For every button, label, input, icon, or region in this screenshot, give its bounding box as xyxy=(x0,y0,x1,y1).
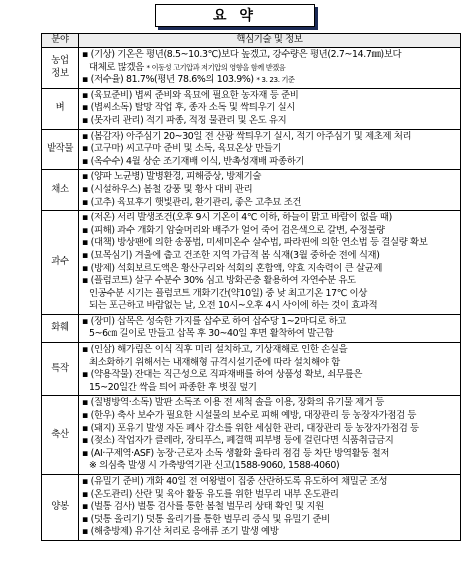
content-line xyxy=(82,90,458,103)
line-text: ▪ (온도관리) 산란 및 육아 활동 유도를 위한 벌무리 내부 온도관리 xyxy=(82,488,339,500)
line-text: ▪ (시설하우스) 봄철 강풍 및 황사 대비 관리 xyxy=(82,183,253,195)
content-line xyxy=(82,316,458,329)
line-text: 인공수분 시기는 플럼코트 개화기간(약10일) 중 낮 최고기온 17℃ 이상 xyxy=(89,287,367,299)
line-text: ▪ (벌통 검사) 벌통 검사를 통한 봄철 벌무리 상태 확인 및 지원 xyxy=(82,501,324,513)
line-text: ▪ (인삼) 해가림은 이식 직후 미리 설치하고, 기상재해로 인한 손실을 xyxy=(82,344,348,356)
section-category xyxy=(42,88,79,129)
section-content xyxy=(79,475,461,541)
table-header-row xyxy=(42,34,461,48)
category-label: 정보 xyxy=(51,67,69,79)
content-line xyxy=(82,74,458,87)
line-text: ▪ (플럼코트) 살구 수분수 30% 심고 방화곤충 활용하여 자연수분 유도 xyxy=(82,275,356,287)
line-text: ▪ (질병방역·소독) 발판 소독조 이용 전 세척 솔을 이용, 장화의 유기물 제거 등 xyxy=(82,397,384,409)
category-label: 밭작물 xyxy=(46,143,74,155)
content-line xyxy=(82,288,458,301)
line-text: ▪ (약용작물) 잔대는 직근성으로 직파재배를 하여 상품성 확보, 쇠무릎은 xyxy=(82,369,363,381)
line-text: 되는 포근하고 바람없는 날, 오전 10시~오후 4시 사이에 하는 것이 효과적 xyxy=(89,300,378,312)
line-text: ▪ (양파 노균병) 발병환경, 피해증상, 방제기술 xyxy=(82,171,262,183)
content-line xyxy=(82,250,458,263)
section-category xyxy=(42,314,79,342)
line-text: ▪ (덧통 올리기) 덧통 올리기를 통한 벌무리 증식 및 유밀기 준비 xyxy=(82,513,330,525)
section-content xyxy=(79,170,461,211)
line-text: ▪ (돼지) 포유기 발생 자돈 폐사 감소를 위한 세심한 관리, 대장관리 등 농장자가점검 등 xyxy=(82,422,419,434)
line-text: ▪ (해충방제) 유기산 처리로 응애류 조기 발생 예방 xyxy=(82,526,279,538)
category-label: 채소 xyxy=(51,183,69,195)
content-line xyxy=(82,225,458,238)
line-text: 대체로 많겠음 xyxy=(89,61,147,73)
line-text: ▪ (기상) 기온은 평년(8.5~10.3℃)보다 높겠고, 강수량은 평년(2.7~14.7㎜)보다 xyxy=(82,49,402,60)
section-category xyxy=(42,475,79,541)
content-line xyxy=(82,197,458,210)
content-line xyxy=(82,526,458,539)
section-category xyxy=(42,211,79,315)
line-text: ▪ (봄감자) 아주심기 20~30일 전 산광 싹틔우기 실시, 적기 아주심기 및 제초제 처리 xyxy=(82,130,412,142)
line-text: ▪ (피해) 과수 개화기 암술머리와 배주가 얼어 죽어 검은색으로 갈변, 수정불량 xyxy=(82,224,385,236)
line-text: ▪ (방제) 석회보르도액은 황산구리와 석회의 혼합액, 약효 지속력이 큰 살균제 xyxy=(82,262,383,274)
line-text: ▪ (AI·구제역·ASF) 농장·근로자 소독 생활화 울타리 점검 등 차단 방역활동 철저 xyxy=(82,447,390,459)
line-text: ▪ (육묘준비) 볍씨 준비와 육묘에 필요한 농자재 등 준비 xyxy=(82,89,299,101)
category-label: 축산 xyxy=(51,428,69,440)
line-text: ▪ (장미) 삽목은 성숙한 가지를 삽수로 하여 삽수당 1~2마디로 하고 xyxy=(82,315,346,327)
page-title: 요 약 xyxy=(155,4,315,27)
content-line xyxy=(82,115,458,128)
content-line xyxy=(82,62,458,75)
content-line xyxy=(82,369,458,382)
content-line xyxy=(82,344,458,357)
content-line xyxy=(82,448,458,461)
content-line xyxy=(82,263,458,276)
content-line xyxy=(82,423,458,436)
content-line xyxy=(82,102,458,115)
header-content: 핵심기술 및 정보 xyxy=(79,34,461,48)
line-text: ▪ (못자리 관리) 적기 파종, 적정 물관리 및 온도 유지 xyxy=(82,114,287,126)
category-label: 화훼 xyxy=(51,322,69,334)
content-line xyxy=(82,237,458,250)
section-category xyxy=(42,48,79,89)
content-line xyxy=(82,143,458,156)
line-note: * 이동성 고기압과 저기압의 영향을 함께 받겠음 xyxy=(146,62,286,72)
content-line xyxy=(82,410,458,423)
line-text: 최소화하기 위해서는 내재해형 규격시설기준에 따라 설치해야 함 xyxy=(89,356,340,368)
content-line xyxy=(82,184,458,197)
line-text: ▪ (묘목심기) 겨울에 춥고 건조한 지역 가급적 봄 식재(3월 중하순 전에 식재) xyxy=(82,249,380,261)
section-category xyxy=(42,396,79,475)
section-row-beekeeping xyxy=(42,475,461,541)
content-line xyxy=(82,501,458,514)
category-label: 농업 xyxy=(51,55,69,67)
section-content xyxy=(79,88,461,129)
content-line xyxy=(82,476,458,489)
section-content xyxy=(79,343,461,396)
content-line xyxy=(82,435,458,448)
line-text: ▪ (옥수수) 4월 상순 조기재배 이식, 반촉성재배 파종하기 xyxy=(82,155,305,167)
section-row-field-crops xyxy=(42,129,461,170)
content-line xyxy=(82,460,458,473)
content-line xyxy=(82,382,458,395)
content-line xyxy=(82,489,458,502)
line-text: ▪ (젖소) 작업자가 클레라, 장티푸스, 폐결핵 피부병 등에 걸린다면 식품취급금지 xyxy=(82,435,394,447)
section-row-livestock xyxy=(42,396,461,475)
header-category: 분야 xyxy=(42,34,79,48)
content-line xyxy=(82,514,458,527)
line-text: ※ 의심축 발생 시 가축방역기관 신고(1588-9060, 1588-4060) xyxy=(89,460,340,472)
section-row-special-crops xyxy=(42,343,461,396)
line-text: 5~6㎝ 길이로 만들고 삽목 후 30~40일 후면 활착하여 발근함 xyxy=(89,328,334,340)
content-line xyxy=(82,328,458,341)
category-label: 특작 xyxy=(51,362,69,374)
content-line xyxy=(82,275,458,288)
content-line xyxy=(82,171,458,184)
section-row-rice xyxy=(42,88,461,129)
content-line xyxy=(82,357,458,370)
line-text: ▪ (유밀기 준비) 개화 40일 전 여왕벌이 집중 산란하도록 유도하여 채밀군 조성 xyxy=(82,476,388,487)
line-text: 15~20일간 싹을 틔어 파종한 후 볏짚 덮기 xyxy=(89,381,257,393)
section-row-flowers xyxy=(42,314,461,342)
category-label: 벼 xyxy=(55,102,65,114)
section-content xyxy=(79,211,461,315)
section-category xyxy=(42,343,79,396)
content-line xyxy=(82,212,458,225)
line-text: ▪ (고구마) 씨고구마 준비 및 소독, 육묘온상 만들기 xyxy=(82,143,282,155)
section-category xyxy=(42,129,79,170)
section-row-vegetables xyxy=(42,170,461,211)
content-line xyxy=(82,156,458,169)
content-line xyxy=(82,300,458,313)
section-content xyxy=(79,48,461,89)
content-line xyxy=(82,131,458,144)
content-line xyxy=(82,397,458,410)
category-label: 양봉 xyxy=(51,501,69,513)
content-line xyxy=(82,49,458,62)
line-text: ▪ (볍씨소독) 탈망 작업 후, 종자 소독 및 싹틔우기 실시 xyxy=(82,102,296,114)
section-content xyxy=(79,396,461,475)
line-text: ▪ (저온) 서리 발생조건(오후 9시 기온이 4℃ 이하, 하늘이 맑고 바람이 없을 때) xyxy=(82,212,392,224)
section-category xyxy=(42,170,79,211)
section-content xyxy=(79,314,461,342)
line-text: ▪ (고추) 육묘후기 햇빛관리, 환기관리, 좋은 고추묘 조건 xyxy=(82,196,302,208)
section-row-fruit xyxy=(42,211,461,315)
summary-table xyxy=(41,33,461,541)
line-text: ▪ (저수율) 81.7%(평년 78.6%의 103.9%) xyxy=(82,74,257,86)
section-row-agri-info xyxy=(42,48,461,89)
section-content xyxy=(79,129,461,170)
line-text: ▪ (대책) 방상팬에 의한 송풍법, 미세미온수 살수법, 파라핀에 의한 연소법 등 결실량 확보 xyxy=(82,237,428,249)
line-text: ▪ (한우) 축사 보수가 필요한 시설물의 보수로 피해 예방, 대장관리 등 농장자가점검 등 xyxy=(82,410,417,422)
category-label: 과수 xyxy=(51,256,69,268)
line-note: * 3. 23. 기준 xyxy=(256,75,295,85)
